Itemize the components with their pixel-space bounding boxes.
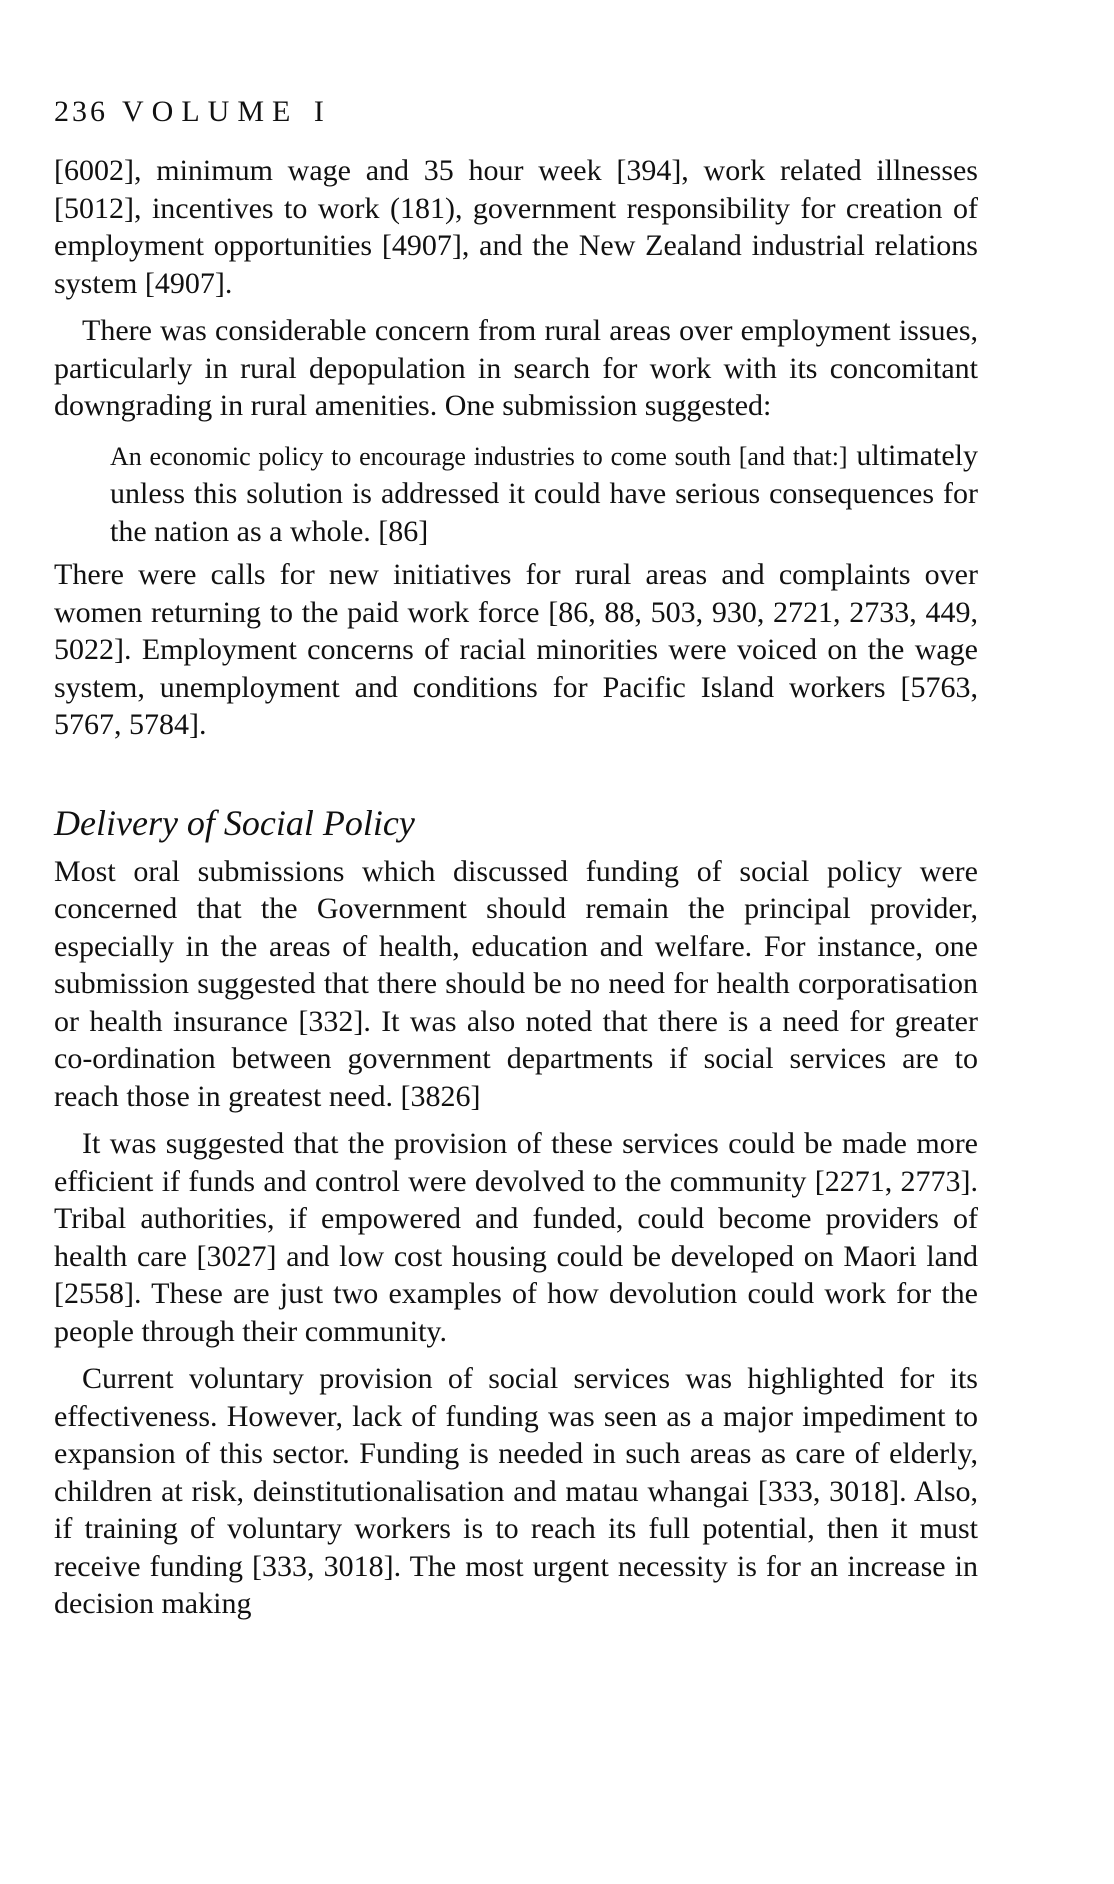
running-header xyxy=(54,94,978,130)
paragraph-2: There was considerable concern from rural areas over employment issues, particularly in rural depopulation in search for work with its concomitant downgrading in rural amenities. One submission suggested: xyxy=(54,314,978,422)
document-page xyxy=(54,94,978,1623)
quote-lead: An economic policy to encourage industries to come south [and that:] xyxy=(110,441,848,471)
section-heading: Delivery of Social Policy xyxy=(54,802,415,843)
paragraph-3: There were calls for new initiatives for rural areas and complaints over women returning to the paid work force [86, 88, 503, 930, 2721, 2733, 449, 5022]. Employment concerns of racial minorities were voiced on the wage system, unemployment and conditions for Pacific Island workers [5763, 5767, 5784]. xyxy=(54,558,978,741)
paragraph-5: It was suggested that the provision of these services could be made more efficient if funds and control were devolved to the community [2271, 2773]. Tribal authorities, if empowered and funded, could become providers of health care [3027] and low cost housing could be developed on Maori land [2558]. These are just two examples of how devolution could work for the people through their community. xyxy=(54,1127,978,1348)
paragraph-4: Most oral submissions which discussed funding of social policy were concerned that the Government should remain the principal provider, especially in the areas of health, education and welfare. For instance, one submission suggested that there should be no need for health corporatisation or health insurance [332]. It was also noted that there is a need for greater co-ordination between government departments if social services are to reach those in greatest need. [3826] xyxy=(54,854,978,1113)
quote-rest: ultimately unless this solution is addressed it could have serious consequences for the nation as a whole. [86] xyxy=(110,438,979,548)
page-number: 236 xyxy=(54,95,108,128)
block-quote xyxy=(110,437,978,551)
paragraph-6: Current voluntary provision of social services was highlighted for its effectiveness. However, lack of funding was seen as a major impediment to expansion of this sector. Funding is needed in such areas as care of elderly, children at risk, deinstitutionalisation and matau whangai [333, 3018]. Also, if training of voluntary workers is to reach its full potential, then it must receive funding [333, 3018]. The most urgent necessity is for an increase in decision making xyxy=(54,1362,978,1621)
paragraph-1: [6002], minimum wage and 35 hour week [394], work related illnesses [5012], incentives to work (181), government responsibility for creation of employment opportunities [4907], and the New Zealand industrial relations system [4907]. xyxy=(54,154,978,300)
volume-label: VOLUME I xyxy=(122,95,332,128)
